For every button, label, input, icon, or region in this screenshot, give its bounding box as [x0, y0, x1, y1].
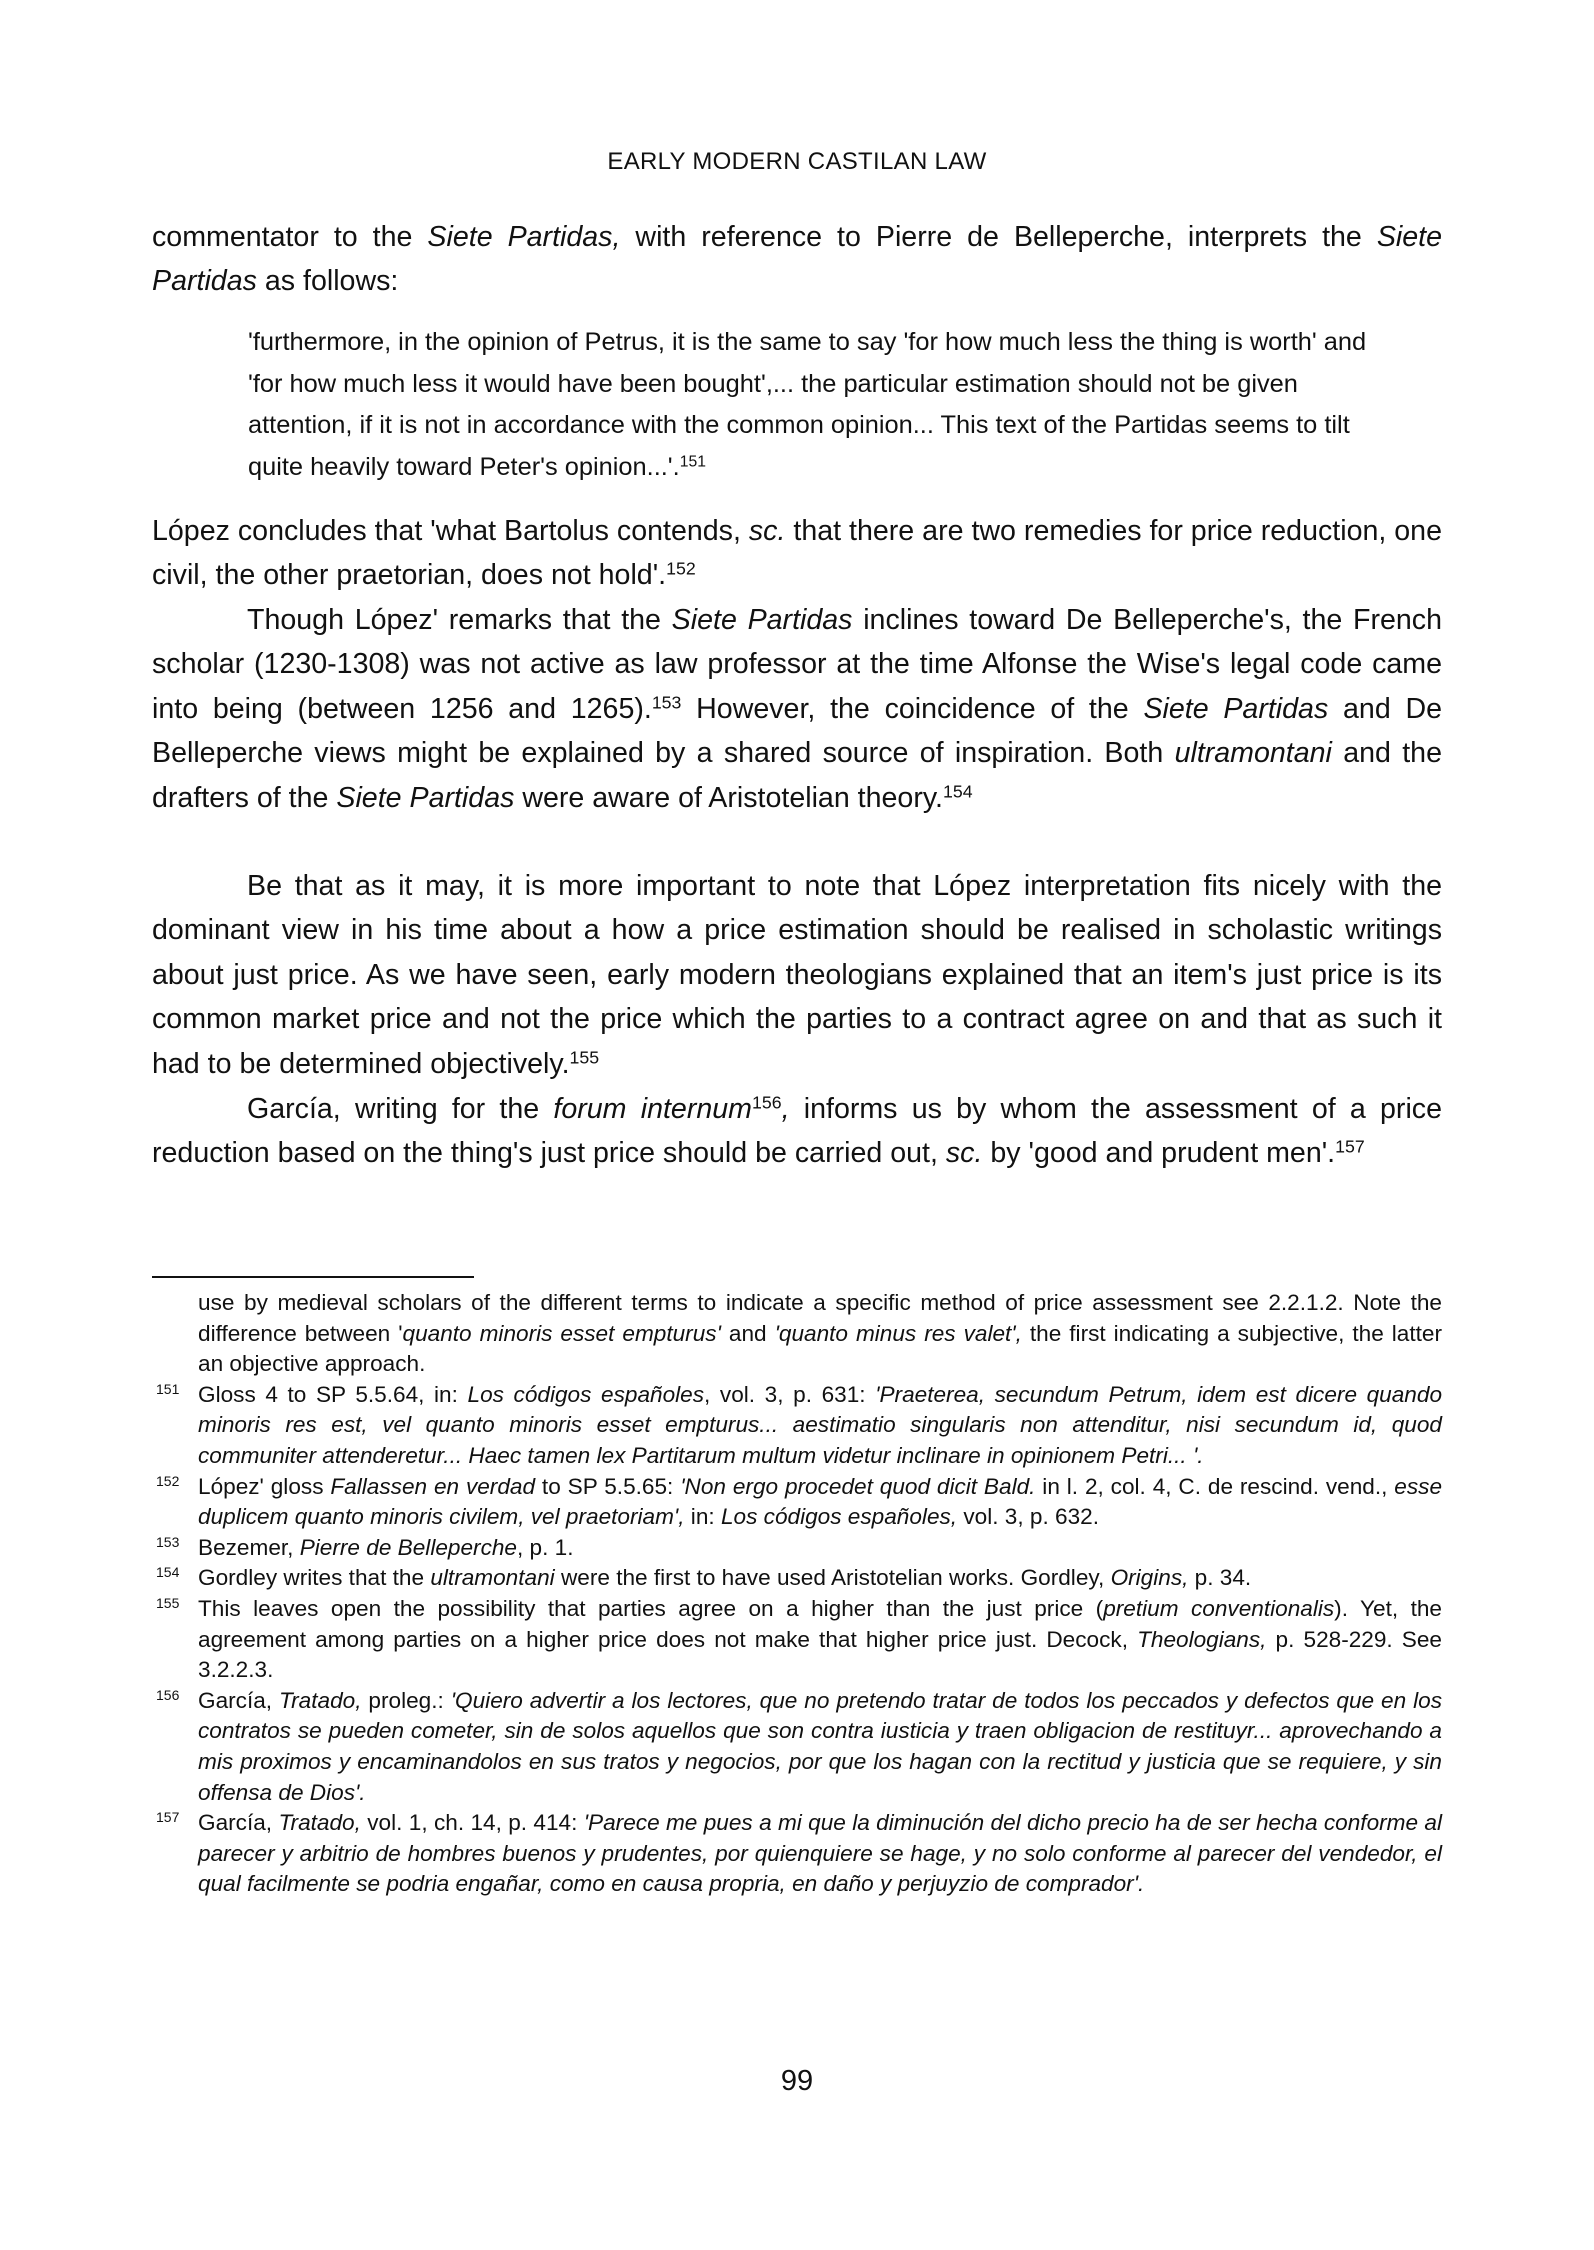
- italic-text: 'Parece me pues a mi que la diminución del dicho precio ha de ser hecha conforme al parecer y arbitrio de hombres buenos y prudentes, por quienquiere se hage, y no solo conforme al parecer del vendedor, el qual facilmente se podria engañar, como en causa propria, en daño y perjuyzio de comprador'.: [198, 1810, 1442, 1897]
- footnote-text: [198, 1688, 1442, 1805]
- text-run: 'furthermore, in the opinion of Petrus, it is the same to say 'for how much less the thing is worth' and 'for how much less it would have been bought',... the particular estimation should not be given attention, if it is not in accordance with the common opinion... This text of the Partidas seems to tilt quite heavily toward Peter's opinion...'.: [248, 328, 1367, 481]
- footnote-reference[interactable]: 155: [569, 1046, 600, 1067]
- italic-text: sc.: [945, 1137, 983, 1170]
- footnote-text: [198, 1565, 1251, 1590]
- intro-paragraph: [152, 215, 1442, 304]
- footnote-number: 157: [156, 1809, 180, 1826]
- paragraph-text: [152, 864, 1442, 1086]
- italic-text: esse duplicem quanto minoris civilem, vel praetoriam',: [198, 1473, 1443, 1530]
- text-run: Gordley writes that the: [198, 1565, 431, 1591]
- text-run: informs us by whom the assessment of a price reduction based on the thing's just price should be carried out,: [152, 1093, 1442, 1170]
- footnote-reference[interactable]: 154: [942, 780, 973, 801]
- text-run: in l. 2, col. 4, C. de rescind. vend.,: [1035, 1473, 1395, 1499]
- text-run: inclines toward De Belleperche's, the French scholar (1230-1308) was not active as law professor at the time Alfonse the Wise's legal code came into being (between 1256 and 1265).: [152, 604, 1442, 725]
- italic-text: ultramontani: [1174, 737, 1332, 770]
- text-run: were aware of Aristotelian theory.: [514, 781, 943, 814]
- italic-text: Los códigos españoles: [467, 1381, 705, 1407]
- text-run: García,: [198, 1810, 279, 1836]
- text-run: as follows:: [256, 265, 399, 298]
- italic-text: Tratado,: [279, 1687, 362, 1713]
- intro-text: [152, 215, 1442, 304]
- text-run: by 'good and prudent men'.: [982, 1137, 1336, 1170]
- text-run: , p. 1.: [517, 1534, 574, 1560]
- text-run: López concludes that 'what Bartolus contends,: [152, 515, 749, 547]
- italic-text: 'Quiero advertir a los lectores, que no pretendo tratar de todos los peccados y defectos que en los contratos se pueden cometer, sin de solos aquellos que son contra iusticia y traen obligacion de restituyr... aprovechando a mis proximos y encaminandolos en sus tratos y negocios, por que los hagan con la rectitud y justicia que se requiere, y sin offensa de Dios'.: [198, 1687, 1443, 1805]
- text-run: ). Yet, the agreement among parties on a higher price does not make that higher price just. Decock,: [198, 1595, 1442, 1652]
- italic-text: pretium conventionalis: [1103, 1595, 1335, 1621]
- footnote-number: 154: [156, 1564, 180, 1581]
- footnote-number: 153: [156, 1533, 180, 1550]
- italic-text: sc.: [748, 515, 786, 547]
- italic-text: ,: [781, 1093, 790, 1125]
- footnotes: [152, 1288, 1442, 1900]
- footnote-number: 152: [156, 1472, 180, 1489]
- text-run: García, writing for the: [247, 1093, 554, 1125]
- text-run: proleg.:: [361, 1687, 451, 1713]
- running-header: EARLY MODERN CASTILAN LAW: [607, 148, 987, 175]
- footnote-text: [198, 1596, 1442, 1682]
- footnote-text: [198, 1535, 574, 1560]
- paragraph-text: [152, 509, 1442, 598]
- block-quote: [248, 322, 1382, 488]
- italic-text: Siete Partidas: [671, 604, 853, 636]
- text-run: and: [720, 1320, 775, 1346]
- italic-text: Theologians,: [1137, 1626, 1267, 1652]
- footnote-157: [152, 1808, 1442, 1900]
- text-run: Though López' remarks that the: [247, 604, 672, 636]
- footnote-number: 155: [156, 1594, 180, 1611]
- italic-text: Pierre de Belleperche: [299, 1534, 517, 1560]
- text-run: with reference to Pierre de Belleperche, interprets the: [620, 221, 1377, 253]
- italic-text: Siete Partidas,: [427, 221, 621, 253]
- footnote-text: [198, 1810, 1442, 1896]
- paragraph-belleperche: [152, 598, 1442, 820]
- footnote-152: [152, 1472, 1442, 1533]
- text-run: in:: [684, 1504, 721, 1530]
- text-run: Bezemer,: [198, 1534, 300, 1560]
- text-run: p. 528-229. See 3.2.2.3.: [198, 1626, 1442, 1683]
- text-run: p. 34.: [1188, 1565, 1252, 1591]
- footnote-separator: [152, 1276, 474, 1278]
- footnote-154: [152, 1563, 1442, 1594]
- page-number: 99: [780, 2065, 814, 2097]
- italic-text: ultramontani: [430, 1565, 555, 1591]
- footnote-reference[interactable]: 152: [666, 558, 696, 579]
- footnote-153: [152, 1533, 1442, 1564]
- footnote-text: [198, 1290, 1442, 1376]
- italic-text: 'Praeterea, secundum Petrum, idem est dicere quando minoris res est, vel quanto minoris esset empturus... aestimatio singularis non attenditur, nisi secundum id, quod communiter attenderetur... Haec tamen lex Partitarum multum videtur inclinare in opinionem Petri... '.: [198, 1381, 1443, 1468]
- footnote-reference[interactable]: 156: [751, 1092, 782, 1113]
- text-run: Be that as it may, it is more important to note that López interpretation fits nicely with the dominant view in his time about a how a price estimation should be realised in scholastic writings about just price. As we have seen, early modern theologians explained that an item's just price is its common market price and not the price which the parties to a contract agree on and that as such it had to be determined objectively.: [152, 870, 1442, 1080]
- text-run: vol. 1, ch. 14, p. 414:: [360, 1810, 584, 1836]
- paragraph-lopez-concludes: [152, 509, 1442, 598]
- text-run: to SP 5.5.65:: [535, 1473, 681, 1499]
- italic-text: Siete Partidas: [152, 221, 1442, 298]
- text-run: were the first to have used Aristotelian works. Gordley,: [554, 1565, 1111, 1591]
- italic-text: quanto minoris esset empturus': [402, 1320, 721, 1346]
- text-run: commentator to the: [152, 221, 428, 253]
- italic-text: 'Non ergo procedet quod dicit Bald.: [680, 1473, 1036, 1499]
- text-run: vol. 3, p. 632.: [957, 1504, 1100, 1530]
- paragraph-text: [152, 1087, 1442, 1176]
- text-run: use by medieval scholars of the different terms to indicate a specific method of price assessment see 2.2.1.2. Note the difference between ': [198, 1290, 1442, 1346]
- text-run: However, the coincidence of the: [681, 692, 1144, 725]
- footnote-reference[interactable]: 151: [679, 453, 706, 471]
- footnote-reference[interactable]: 157: [1335, 1136, 1365, 1157]
- italic-text: Tratado,: [278, 1810, 361, 1836]
- paragraph-garcia: [152, 1087, 1442, 1176]
- text-run: López' gloss: [198, 1473, 331, 1499]
- italic-text: Fallassen en verdad: [330, 1473, 536, 1499]
- text-run: and the drafters of the: [152, 737, 1442, 814]
- footnote-number: 156: [156, 1686, 180, 1703]
- italic-text: Siete Partidas: [336, 781, 515, 814]
- text-run: , vol. 3, p. 631:: [704, 1381, 876, 1407]
- footnote-155: [152, 1594, 1442, 1686]
- text-run: and De Belleperche views might be explained by a shared source of inspiration. Both: [152, 692, 1443, 770]
- text-run: This leaves open the possibility that parties agree on a higher than the just price (: [198, 1595, 1104, 1621]
- text-run: the first indicating a subjective, the latter an objective approach.: [198, 1320, 1442, 1377]
- footnote-number: 151: [156, 1380, 180, 1397]
- footnote-151: [152, 1380, 1442, 1472]
- footnote-text: [198, 1474, 1442, 1530]
- paragraph-just-price: [152, 864, 1442, 1086]
- footnote-156: [152, 1686, 1442, 1808]
- italic-text: Los códigos españoles,: [720, 1504, 958, 1530]
- paragraph-text: [152, 598, 1442, 820]
- footnote-text: [198, 1382, 1442, 1468]
- text-run: García,: [198, 1687, 280, 1713]
- footnote-continued: [152, 1288, 1442, 1380]
- text-run: that there are two remedies for price reduction, one civil, the other praetorian, does not hold'.: [152, 515, 1442, 592]
- footnote-reference[interactable]: 153: [651, 692, 682, 713]
- italic-text: Siete Partidas: [1143, 692, 1329, 725]
- text-run: Gloss 4 to SP 5.5.64, in:: [198, 1381, 468, 1407]
- italic-text: Origins,: [1110, 1565, 1189, 1591]
- quote-text: [248, 322, 1382, 488]
- italic-text: forum internum: [553, 1093, 752, 1125]
- italic-text: 'quanto minus res valet',: [774, 1320, 1022, 1346]
